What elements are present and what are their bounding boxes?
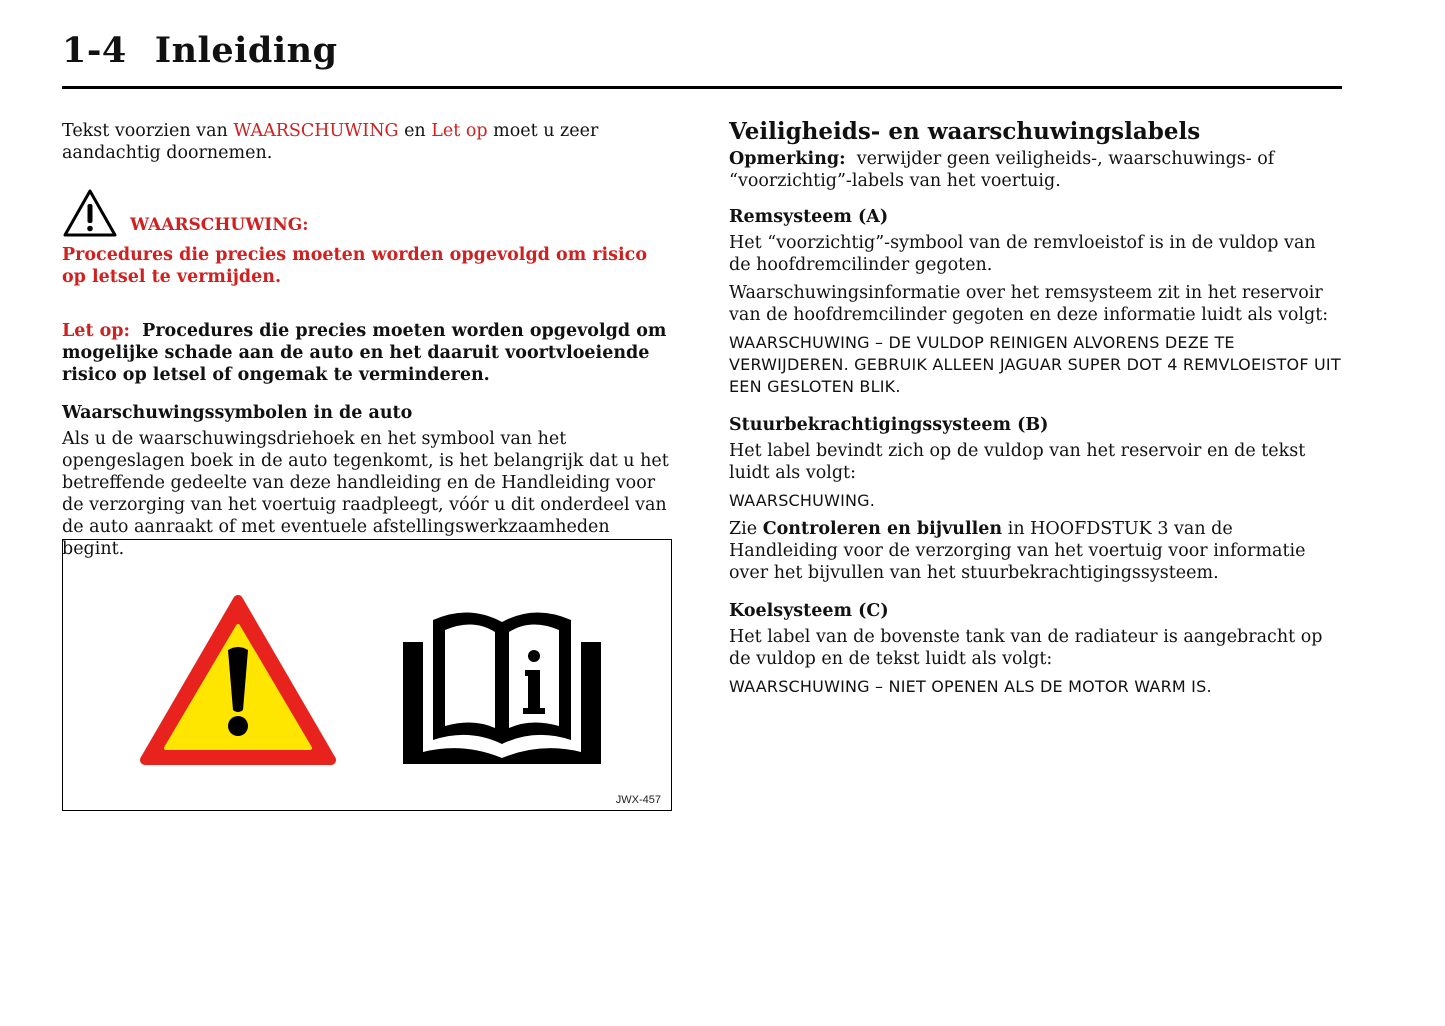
left-column (62, 120, 674, 560)
right-column (729, 118, 1341, 698)
intro-text-3: moet u zeer aandachtig doornemen. (62, 121, 599, 163)
note-label: Opmerking: (729, 149, 846, 169)
brake-p2: Waarschuwingsinformatie over het remsysteem zit in het reservoir van de hoofdremcilinder gegoten en deze informatie luidt als volgt: (729, 283, 1329, 325)
symbols-body: Als u de waarschuwingsdriehoek en het symbool van het opengeslagen boek in de auto tegenkomt, is het belangrijk dat u het betreffende gedeelte van deze handleiding en de Handleiding voor de verzorging van het voertuig raadpleegt, vóór u dit onderdeel van de auto aanraakt of met eventuele afstellingswerkzaamheden begint. (62, 429, 669, 559)
warning-header (62, 188, 674, 238)
brake-heading: Remsysteem (A) (729, 207, 889, 227)
note-paragraph (729, 148, 1341, 192)
symbols-heading: Waarschuwingssymbolen in de auto (62, 403, 413, 423)
caution-label: Let op: (62, 321, 130, 341)
intro-text-1: Tekst voorzien van (62, 121, 234, 141)
caution-paragraph (62, 320, 674, 386)
steering-heading: Stuurbekrachtigingssysteem (B) (729, 415, 1049, 435)
brake-p1: Het “voorzichtig”-symbool van de remvloeistof is in de vuldop van de hoofdremcilinder gegoten. (729, 233, 1316, 275)
warning-label: WAARSCHUWING: (130, 215, 309, 235)
symbols-figure (62, 539, 672, 811)
section-number: 1-4 (62, 30, 127, 71)
header-rule (62, 86, 1342, 89)
warning-triangle-large-icon (139, 592, 337, 768)
warning-triangle-icon (62, 188, 118, 238)
warning-text: Procedures die precies moeten worden opgevolgd om risico op letsel te vermijden. (62, 245, 647, 287)
intro-highlight-warning: WAARSCHUWING (233, 121, 399, 141)
labels-section-title: Veiligheids- en waarschuwingslabels (729, 118, 1201, 145)
intro-paragraph (62, 120, 674, 164)
intro-text-2: en (398, 121, 432, 141)
figure-code: JWX-457 (615, 794, 661, 806)
steering-p3-bold: Controleren en bijvullen (762, 519, 1003, 539)
page-title (62, 30, 338, 71)
steering-p1: Het label bevindt zich op de vuldop van het reservoir en de tekst luidt als volgt: (729, 441, 1306, 483)
note-text: verwijder geen veiligheids-, waarschuwings- of “voorzichtig”-labels van het voertuig. (729, 149, 1275, 191)
cooling-p1: Het label van de bovenste tank van de radiateur is aangebracht op de vuldop en de tekst luidt als volgt: (729, 627, 1323, 669)
caution-text: Procedures die precies moeten worden opgevolgd om mogelijke schade aan de auto en het daaruit voortvloeiende risico op letsel of ongemak te verminderen. (62, 321, 667, 385)
cooling-heading: Koelsysteem (C) (729, 601, 889, 621)
open-book-info-icon (403, 606, 601, 764)
steering-p3-pre: Zie (729, 519, 763, 539)
brake-warning-text: WAARSCHUWING – DE VULDOP REINIGEN ALVORENS DEZE TE VERWIJDEREN. GEBRUIK ALLEEN JAGUAR SUPER DOT 4 REMVLOEISTOF UIT EEN GESLOTEN BLIK. (729, 333, 1341, 396)
steering-p3 (729, 518, 1341, 584)
steering-p3-post: in HOOFDSTUK 3 van de Handleiding voor de verzorging van het voertuig voor informatie over het bijvullen van het stuurbekrachtigingssysteem. (729, 519, 1306, 583)
chapter-title: Inleiding (154, 30, 338, 71)
intro-highlight-caution: Let op (431, 121, 488, 141)
cooling-warning-text: WAARSCHUWING – NIET OPENEN ALS DE MOTOR WARM IS. (729, 677, 1212, 696)
steering-warning-text: WAARSCHUWING. (729, 491, 876, 510)
